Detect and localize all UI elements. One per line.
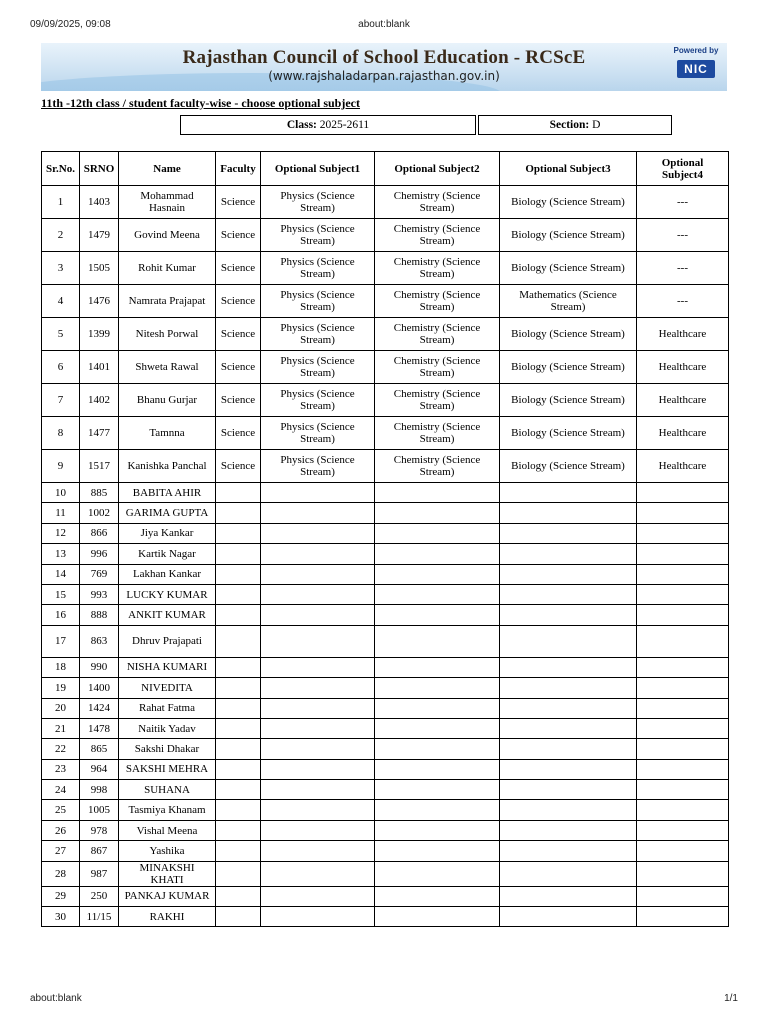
- subject4-cell: [637, 907, 729, 927]
- subject3-cell: Mathematics (Science Stream): [500, 285, 637, 318]
- faculty-cell: Science: [216, 285, 261, 318]
- sr-no-cell: 17: [42, 625, 80, 657]
- faculty-cell: [216, 861, 261, 886]
- subject4-cell: [637, 886, 729, 906]
- faculty-cell: Science: [216, 219, 261, 252]
- table-row: [42, 861, 729, 886]
- faculty-cell: Science: [216, 252, 261, 285]
- srno-cell: 990: [80, 657, 119, 677]
- column-header: Name: [119, 152, 216, 186]
- subject2-cell: [375, 759, 500, 779]
- faculty-cell: Science: [216, 351, 261, 384]
- subject1-cell: [261, 820, 375, 840]
- sr-no-cell: 18: [42, 657, 80, 677]
- subject2-cell: [375, 820, 500, 840]
- table-row: [42, 564, 729, 584]
- subject4-cell: [637, 739, 729, 759]
- sr-no-cell: 1: [42, 186, 80, 219]
- subject4-cell: ---: [637, 285, 729, 318]
- subject1-cell: Physics (Science Stream): [261, 219, 375, 252]
- subject1-cell: [261, 544, 375, 564]
- subject2-cell: Chemistry (Science Stream): [375, 417, 500, 450]
- table-row: [42, 605, 729, 625]
- table-row: [42, 483, 729, 503]
- table-row: [42, 759, 729, 779]
- table-row: [42, 450, 729, 483]
- subject1-cell: Physics (Science Stream): [261, 285, 375, 318]
- subject4-cell: [637, 483, 729, 503]
- srno-cell: 1401: [80, 351, 119, 384]
- table-row: [42, 351, 729, 384]
- table-row: [42, 523, 729, 543]
- name-cell: Tasmiya Khanam: [119, 800, 216, 820]
- srno-cell: 1399: [80, 318, 119, 351]
- subject4-cell: [637, 625, 729, 657]
- faculty-cell: [216, 584, 261, 604]
- subject2-cell: [375, 739, 500, 759]
- subject4-cell: ---: [637, 186, 729, 219]
- print-page-number: 1/1: [724, 993, 738, 1004]
- table-body: [42, 186, 729, 927]
- sr-no-cell: 22: [42, 739, 80, 759]
- sr-no-cell: 29: [42, 886, 80, 906]
- subject3-cell: Biology (Science Stream): [500, 219, 637, 252]
- faculty-cell: [216, 780, 261, 800]
- subject3-cell: [500, 564, 637, 584]
- section-label: Section:: [549, 119, 590, 131]
- subject4-cell: [637, 841, 729, 861]
- subject1-cell: [261, 523, 375, 543]
- srno-cell: 1400: [80, 678, 119, 698]
- subject3-cell: [500, 483, 637, 503]
- faculty-cell: [216, 503, 261, 523]
- subject4-cell: [637, 861, 729, 886]
- faculty-cell: Science: [216, 318, 261, 351]
- subject1-cell: [261, 657, 375, 677]
- table-row: [42, 584, 729, 604]
- subject3-cell: Biology (Science Stream): [500, 450, 637, 483]
- table-row: [42, 841, 729, 861]
- subject4-cell: Healthcare: [637, 384, 729, 417]
- name-cell: Namrata Prajapat: [119, 285, 216, 318]
- subject1-cell: [261, 780, 375, 800]
- srno-cell: 1517: [80, 450, 119, 483]
- subject2-cell: [375, 523, 500, 543]
- subject3-cell: Biology (Science Stream): [500, 351, 637, 384]
- table-row: [42, 718, 729, 738]
- srno-cell: 250: [80, 886, 119, 906]
- subject2-cell: [375, 886, 500, 906]
- table-row: [42, 384, 729, 417]
- faculty-cell: [216, 523, 261, 543]
- subject3-cell: [500, 780, 637, 800]
- subject3-cell: [500, 503, 637, 523]
- table-row: [42, 780, 729, 800]
- table-row: [42, 219, 729, 252]
- subject2-cell: [375, 718, 500, 738]
- page-heading: 11th -12th class / student faculty-wise - choose optional subject: [41, 96, 361, 110]
- name-cell: Lakhan Kankar: [119, 564, 216, 584]
- subject3-cell: [500, 698, 637, 718]
- subject3-cell: [500, 718, 637, 738]
- subject3-cell: [500, 759, 637, 779]
- banner-title: Rajasthan Council of School Education - RCScE: [182, 47, 586, 68]
- subject1-cell: [261, 605, 375, 625]
- faculty-cell: [216, 605, 261, 625]
- sr-no-cell: 30: [42, 907, 80, 927]
- subject1-cell: Physics (Science Stream): [261, 252, 375, 285]
- class-info-box: [180, 115, 476, 135]
- section-info-box: [478, 115, 672, 135]
- subject2-cell: Chemistry (Science Stream): [375, 219, 500, 252]
- srno-cell: 885: [80, 483, 119, 503]
- subject2-cell: Chemistry (Science Stream): [375, 252, 500, 285]
- subject1-cell: [261, 678, 375, 698]
- subject3-cell: [500, 544, 637, 564]
- name-cell: Rahat Fatma: [119, 698, 216, 718]
- srno-cell: 1478: [80, 718, 119, 738]
- srno-cell: 1476: [80, 285, 119, 318]
- sr-no-cell: 24: [42, 780, 80, 800]
- subject4-cell: [637, 564, 729, 584]
- faculty-cell: [216, 907, 261, 927]
- name-cell: Kanishka Panchal: [119, 450, 216, 483]
- subject2-cell: [375, 800, 500, 820]
- sr-no-cell: 23: [42, 759, 80, 779]
- srno-cell: 866: [80, 523, 119, 543]
- table-row: [42, 886, 729, 906]
- subject2-cell: [375, 657, 500, 677]
- subject3-cell: [500, 523, 637, 543]
- subject1-cell: [261, 886, 375, 906]
- table-row: [42, 800, 729, 820]
- subject4-cell: [637, 503, 729, 523]
- subject2-cell: [375, 605, 500, 625]
- subject3-cell: [500, 625, 637, 657]
- srno-cell: 867: [80, 841, 119, 861]
- column-header: Faculty: [216, 152, 261, 186]
- subject2-cell: [375, 907, 500, 927]
- name-cell: Yashika: [119, 841, 216, 861]
- faculty-cell: [216, 625, 261, 657]
- subject4-cell: [637, 605, 729, 625]
- subject2-cell: [375, 698, 500, 718]
- faculty-cell: [216, 698, 261, 718]
- subject4-cell: [637, 759, 729, 779]
- table-row: [42, 625, 729, 657]
- faculty-cell: Science: [216, 450, 261, 483]
- sr-no-cell: 25: [42, 800, 80, 820]
- subject1-cell: [261, 503, 375, 523]
- faculty-cell: [216, 886, 261, 906]
- srno-cell: 1424: [80, 698, 119, 718]
- nic-logo: [671, 46, 721, 88]
- subject3-cell: [500, 657, 637, 677]
- sr-no-cell: 28: [42, 861, 80, 886]
- srno-cell: 11/15: [80, 907, 119, 927]
- srno-cell: 1403: [80, 186, 119, 219]
- name-cell: Rohit Kumar: [119, 252, 216, 285]
- subject1-cell: Physics (Science Stream): [261, 450, 375, 483]
- subject2-cell: [375, 584, 500, 604]
- srno-cell: 1402: [80, 384, 119, 417]
- sr-no-cell: 6: [42, 351, 80, 384]
- subject2-cell: Chemistry (Science Stream): [375, 285, 500, 318]
- sr-no-cell: 13: [42, 544, 80, 564]
- srno-cell: 1505: [80, 252, 119, 285]
- subject2-cell: [375, 503, 500, 523]
- subject3-cell: [500, 605, 637, 625]
- column-header: Optional Subject2: [375, 152, 500, 186]
- subject4-cell: [637, 718, 729, 738]
- srno-cell: 863: [80, 625, 119, 657]
- sr-no-cell: 12: [42, 523, 80, 543]
- subject1-cell: [261, 907, 375, 927]
- sr-no-cell: 4: [42, 285, 80, 318]
- subject2-cell: [375, 564, 500, 584]
- srno-cell: 1479: [80, 219, 119, 252]
- subject3-cell: [500, 886, 637, 906]
- subject3-cell: [500, 678, 637, 698]
- subject4-cell: [637, 523, 729, 543]
- column-header: Sr.No.: [42, 152, 80, 186]
- table-row: [42, 417, 729, 450]
- sr-no-cell: 15: [42, 584, 80, 604]
- table-row: [42, 285, 729, 318]
- faculty-cell: [216, 841, 261, 861]
- sr-no-cell: 26: [42, 820, 80, 840]
- subject1-cell: Physics (Science Stream): [261, 351, 375, 384]
- faculty-cell: Science: [216, 417, 261, 450]
- subject1-cell: [261, 584, 375, 604]
- subject3-cell: Biology (Science Stream): [500, 186, 637, 219]
- faculty-cell: [216, 544, 261, 564]
- subject1-cell: [261, 759, 375, 779]
- subject3-cell: [500, 861, 637, 886]
- name-cell: PANKAJ KUMAR: [119, 886, 216, 906]
- subject4-cell: [637, 698, 729, 718]
- sr-no-cell: 8: [42, 417, 80, 450]
- subject1-cell: [261, 841, 375, 861]
- subject2-cell: [375, 483, 500, 503]
- subject4-cell: Healthcare: [637, 318, 729, 351]
- subject4-cell: [637, 678, 729, 698]
- subject4-cell: [637, 800, 729, 820]
- subject1-cell: [261, 718, 375, 738]
- table-header-row: [42, 152, 729, 186]
- name-cell: NISHA KUMARI: [119, 657, 216, 677]
- subject2-cell: Chemistry (Science Stream): [375, 318, 500, 351]
- sr-no-cell: 3: [42, 252, 80, 285]
- print-footer-url: about:blank: [30, 993, 82, 1004]
- subject4-cell: [637, 820, 729, 840]
- name-cell: Govind Meena: [119, 219, 216, 252]
- faculty-cell: Science: [216, 186, 261, 219]
- powered-by-label: Powered by: [673, 46, 719, 55]
- class-value: 2025-2611: [319, 119, 370, 131]
- subject3-cell: [500, 907, 637, 927]
- name-cell: Shweta Rawal: [119, 351, 216, 384]
- subject4-cell: [637, 544, 729, 564]
- name-cell: Tamnna: [119, 417, 216, 450]
- subject2-cell: [375, 678, 500, 698]
- srno-cell: 978: [80, 820, 119, 840]
- faculty-cell: [216, 678, 261, 698]
- subject3-cell: Biology (Science Stream): [500, 417, 637, 450]
- class-label: Class:: [286, 119, 317, 131]
- name-cell: Mohammad Hasnain: [119, 186, 216, 219]
- subject1-cell: Physics (Science Stream): [261, 318, 375, 351]
- subject2-cell: [375, 841, 500, 861]
- subject1-cell: [261, 564, 375, 584]
- faculty-cell: [216, 564, 261, 584]
- subject3-cell: Biology (Science Stream): [500, 384, 637, 417]
- subject1-cell: Physics (Science Stream): [261, 384, 375, 417]
- srno-cell: 1477: [80, 417, 119, 450]
- subject4-cell: [637, 584, 729, 604]
- column-header: Optional Subject1: [261, 152, 375, 186]
- srno-cell: 888: [80, 605, 119, 625]
- subject3-cell: Biology (Science Stream): [500, 252, 637, 285]
- subject2-cell: [375, 625, 500, 657]
- print-datetime: 09/09/2025, 09:08: [30, 19, 111, 30]
- column-header: Optional Subject4: [637, 152, 729, 186]
- srno-cell: 1002: [80, 503, 119, 523]
- srno-cell: 993: [80, 584, 119, 604]
- table-row: [42, 739, 729, 759]
- sr-no-cell: 9: [42, 450, 80, 483]
- table-row: [42, 186, 729, 219]
- subject4-cell: ---: [637, 219, 729, 252]
- subject1-cell: [261, 483, 375, 503]
- subject2-cell: Chemistry (Science Stream): [375, 351, 500, 384]
- name-cell: SUHANA: [119, 780, 216, 800]
- table-row: [42, 503, 729, 523]
- subject3-cell: Biology (Science Stream): [500, 318, 637, 351]
- name-cell: Bhanu Gurjar: [119, 384, 216, 417]
- name-cell: Dhruv Prajapati: [119, 625, 216, 657]
- table-row: [42, 252, 729, 285]
- sr-no-cell: 7: [42, 384, 80, 417]
- subject1-cell: [261, 739, 375, 759]
- faculty-cell: [216, 718, 261, 738]
- srno-cell: 865: [80, 739, 119, 759]
- subject1-cell: [261, 625, 375, 657]
- subject3-cell: [500, 800, 637, 820]
- faculty-cell: [216, 759, 261, 779]
- column-header: SRNO: [80, 152, 119, 186]
- srno-cell: 964: [80, 759, 119, 779]
- subject2-cell: [375, 861, 500, 886]
- table-row: [42, 544, 729, 564]
- section-value: D: [592, 119, 601, 131]
- srno-cell: 996: [80, 544, 119, 564]
- name-cell: Sakshi Dhakar: [119, 739, 216, 759]
- subject4-cell: Healthcare: [637, 351, 729, 384]
- table-row: [42, 820, 729, 840]
- name-cell: Vishal Meena: [119, 820, 216, 840]
- table-row: [42, 678, 729, 698]
- subject2-cell: [375, 544, 500, 564]
- subject4-cell: Healthcare: [637, 417, 729, 450]
- subject2-cell: Chemistry (Science Stream): [375, 450, 500, 483]
- sr-no-cell: 27: [42, 841, 80, 861]
- subject1-cell: [261, 698, 375, 718]
- faculty-cell: [216, 739, 261, 759]
- column-header: Optional Subject3: [500, 152, 637, 186]
- faculty-cell: [216, 483, 261, 503]
- name-cell: NIVEDITA: [119, 678, 216, 698]
- sr-no-cell: 11: [42, 503, 80, 523]
- subject1-cell: [261, 861, 375, 886]
- name-cell: BABITA AHIR: [119, 483, 216, 503]
- table-row: [42, 698, 729, 718]
- print-page-title: about:blank: [358, 19, 410, 30]
- sr-no-cell: 2: [42, 219, 80, 252]
- faculty-cell: Science: [216, 384, 261, 417]
- name-cell: Jiya Kankar: [119, 523, 216, 543]
- name-cell: RAKHI: [119, 907, 216, 927]
- subject1-cell: Physics (Science Stream): [261, 186, 375, 219]
- subject4-cell: Healthcare: [637, 450, 729, 483]
- name-cell: GARIMA GUPTA: [119, 503, 216, 523]
- subject4-cell: [637, 657, 729, 677]
- name-cell: Naitik Yadav: [119, 718, 216, 738]
- banner-url: (www.rajshaladarpan.rajasthan.gov.in): [268, 69, 500, 83]
- sr-no-cell: 5: [42, 318, 80, 351]
- table-row: [42, 318, 729, 351]
- sr-no-cell: 14: [42, 564, 80, 584]
- subject2-cell: [375, 780, 500, 800]
- faculty-cell: [216, 657, 261, 677]
- name-cell: MINAKSHI KHATI: [119, 861, 216, 886]
- subject4-cell: [637, 780, 729, 800]
- subject3-cell: [500, 820, 637, 840]
- name-cell: ANKIT KUMAR: [119, 605, 216, 625]
- sr-no-cell: 10: [42, 483, 80, 503]
- srno-cell: 987: [80, 861, 119, 886]
- subject2-cell: Chemistry (Science Stream): [375, 384, 500, 417]
- sr-no-cell: 16: [42, 605, 80, 625]
- srno-cell: 769: [80, 564, 119, 584]
- subject4-cell: ---: [637, 252, 729, 285]
- srno-cell: 1005: [80, 800, 119, 820]
- subject3-cell: [500, 841, 637, 861]
- table-row: [42, 907, 729, 927]
- header-banner: [41, 43, 727, 91]
- table-row: [42, 657, 729, 677]
- name-cell: Nitesh Porwal: [119, 318, 216, 351]
- sr-no-cell: 19: [42, 678, 80, 698]
- faculty-cell: [216, 800, 261, 820]
- name-cell: LUCKY KUMAR: [119, 584, 216, 604]
- sr-no-cell: 21: [42, 718, 80, 738]
- student-subject-table: [41, 151, 729, 927]
- subject2-cell: Chemistry (Science Stream): [375, 186, 500, 219]
- subject1-cell: [261, 800, 375, 820]
- subject1-cell: Physics (Science Stream): [261, 417, 375, 450]
- name-cell: Kartik Nagar: [119, 544, 216, 564]
- nic-logo-icon: NIC: [677, 60, 715, 78]
- srno-cell: 998: [80, 780, 119, 800]
- sr-no-cell: 20: [42, 698, 80, 718]
- name-cell: SAKSHI MEHRA: [119, 759, 216, 779]
- subject3-cell: [500, 584, 637, 604]
- faculty-cell: [216, 820, 261, 840]
- subject3-cell: [500, 739, 637, 759]
